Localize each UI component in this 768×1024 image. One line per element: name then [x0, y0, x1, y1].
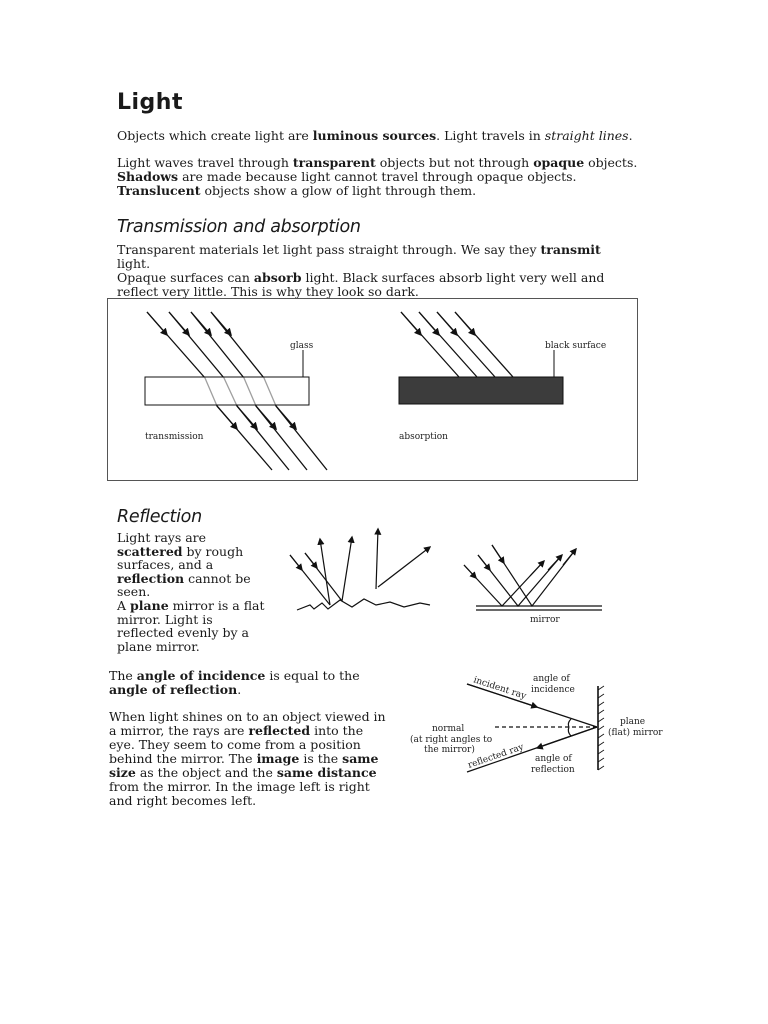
angle-arc-incidence — [568, 719, 571, 727]
text: . — [628, 128, 633, 143]
mirror-label: mirror — [530, 615, 560, 625]
bold-term: plane — [130, 597, 169, 613]
arrow-icon — [419, 312, 439, 335]
arrow-icon — [256, 406, 276, 429]
bold-term: image — [256, 751, 300, 766]
text: Opaque surfaces can — [117, 270, 254, 285]
text: The — [109, 668, 137, 683]
glass-label: glass — [290, 341, 314, 351]
transmission-paragraph — [117, 243, 637, 299]
text: . — [237, 682, 242, 697]
text: objects show a glow of light through them. — [200, 183, 477, 198]
arrow-icon — [237, 406, 257, 429]
arrow-icon — [492, 545, 504, 563]
text: light. Black surfaces absorb light very well and reflect very little. This is why they look so dark. — [117, 270, 605, 299]
text: Light waves travel through — [117, 155, 293, 170]
arrow-icon — [530, 561, 544, 576]
scattered-ray — [378, 547, 430, 587]
mirror-hatch — [598, 694, 604, 698]
black-surface-label: black surface — [545, 341, 607, 351]
mirror-hatch — [598, 686, 604, 690]
text: objects but not through — [375, 155, 534, 170]
arrow-icon — [563, 549, 576, 565]
mirror-hatch — [598, 710, 604, 714]
arrow-icon — [464, 565, 476, 578]
bold-term: transmit — [540, 242, 601, 257]
scattered-ray — [376, 529, 378, 589]
arrow-icon — [191, 312, 211, 335]
transmission-label: transmission — [145, 432, 204, 442]
text: Objects which create light are — [117, 128, 313, 143]
text: cannot be seen. — [117, 570, 251, 600]
absorption-label: absorption — [399, 432, 448, 442]
bold-term: angle of reflection — [109, 682, 238, 697]
arrow-icon — [548, 555, 562, 570]
text: A — [117, 597, 131, 613]
arrow-icon — [217, 406, 237, 429]
right-angles-label-1: (at right angles to — [410, 735, 493, 745]
text: When light shines on to an object viewed in a mirror, the rays are — [109, 709, 386, 738]
bold-term: transparent — [292, 155, 376, 170]
arrow-icon — [211, 312, 231, 335]
mirror-hatch — [598, 726, 604, 730]
text: as the object and the — [135, 765, 277, 780]
reflection-paragraph — [117, 531, 272, 653]
arrow-icon — [169, 312, 189, 335]
incident-ray-label: incident ray — [472, 675, 528, 702]
right-angles-label-2: the mirror) — [424, 745, 475, 755]
intro-paragraph-1 — [117, 129, 657, 143]
bold-term: Shadows — [117, 169, 179, 184]
bold-term: angle of incidence — [136, 668, 266, 683]
arrow-icon — [147, 312, 167, 335]
arrow-icon — [437, 312, 457, 335]
text: are made because light cannot travel through opaque objects. — [178, 169, 577, 184]
bold-term: same size — [109, 751, 379, 780]
plane-ray-3 — [492, 545, 576, 606]
reflection-svg — [280, 525, 630, 635]
heading-transmission: Transmission and absorption — [117, 217, 361, 237]
text: into the eye. They seem to come from a position behind the mirror. The — [109, 723, 364, 766]
angle-arc-reflection — [568, 727, 571, 736]
text: from the mirror. In the image left is right and right becomes left. — [109, 779, 370, 808]
text: by rough surfaces, and a — [117, 543, 244, 573]
scattered-ray — [342, 537, 352, 601]
bold-term: absorb — [253, 270, 302, 285]
arrow-icon — [478, 555, 490, 570]
arrow-icon — [455, 312, 475, 335]
page-title: Light — [117, 90, 183, 115]
mirror-hatch — [598, 742, 604, 746]
arrow-icon — [537, 727, 597, 748]
angle-of-label-2: angle of — [535, 754, 572, 764]
text: Light rays are — [117, 530, 207, 545]
intro-paragraph-2 — [117, 156, 652, 198]
reflected-ray-label: reflected ray — [466, 742, 526, 771]
arrow-icon — [305, 553, 317, 568]
italic-term: straight lines — [544, 128, 629, 143]
text: mirror is a flat mirror. Light is reflected evenly by a plane mirror. — [117, 597, 265, 654]
angles-paragraph-1 — [109, 669, 389, 697]
mirror-hatch — [598, 702, 604, 706]
arrow-icon — [290, 555, 302, 570]
bold-term: same distance — [276, 765, 377, 780]
arrow-icon — [401, 312, 421, 335]
reflection-label: reflection — [531, 765, 575, 775]
heading-reflection: Reflection — [117, 507, 202, 527]
angle-of-incidence-svg — [405, 668, 675, 788]
transmission-absorption-svg — [107, 298, 638, 481]
bold-term: opaque — [533, 155, 585, 170]
text: is equal to the — [265, 668, 360, 683]
bold-term: reflection — [117, 570, 185, 586]
bold-term: Translucent — [117, 183, 201, 198]
mirror-hatch — [598, 766, 604, 770]
mirror-hatch — [598, 758, 604, 762]
black-surface-block — [399, 377, 563, 404]
flat-mirror-label: (flat) mirror — [608, 728, 663, 738]
normal-label: normal — [432, 724, 465, 734]
bold-term: reflected — [248, 723, 311, 738]
angles-paragraph-2 — [109, 710, 391, 808]
text: light. — [117, 256, 151, 271]
bold-term: luminous sources — [312, 128, 437, 143]
mirror-hatch — [598, 734, 604, 738]
plane-ray-1 — [464, 561, 544, 606]
mirror-hatch — [598, 718, 604, 722]
bold-term: scattered — [117, 543, 183, 559]
text: . Light travels in — [436, 128, 545, 143]
text: Transparent materials let light pass straight through. We say they — [117, 242, 541, 257]
angle-of-label: angle of — [533, 674, 570, 684]
arrow-icon — [276, 406, 296, 429]
glass-block — [145, 377, 309, 405]
plane-label: plane — [620, 717, 646, 727]
text: is the — [299, 751, 343, 766]
incidence-label: incidence — [531, 685, 575, 695]
text: objects. — [584, 155, 638, 170]
rough-surface — [297, 599, 430, 610]
plane-ray-2 — [478, 555, 562, 606]
mirror-hatch — [598, 750, 604, 754]
